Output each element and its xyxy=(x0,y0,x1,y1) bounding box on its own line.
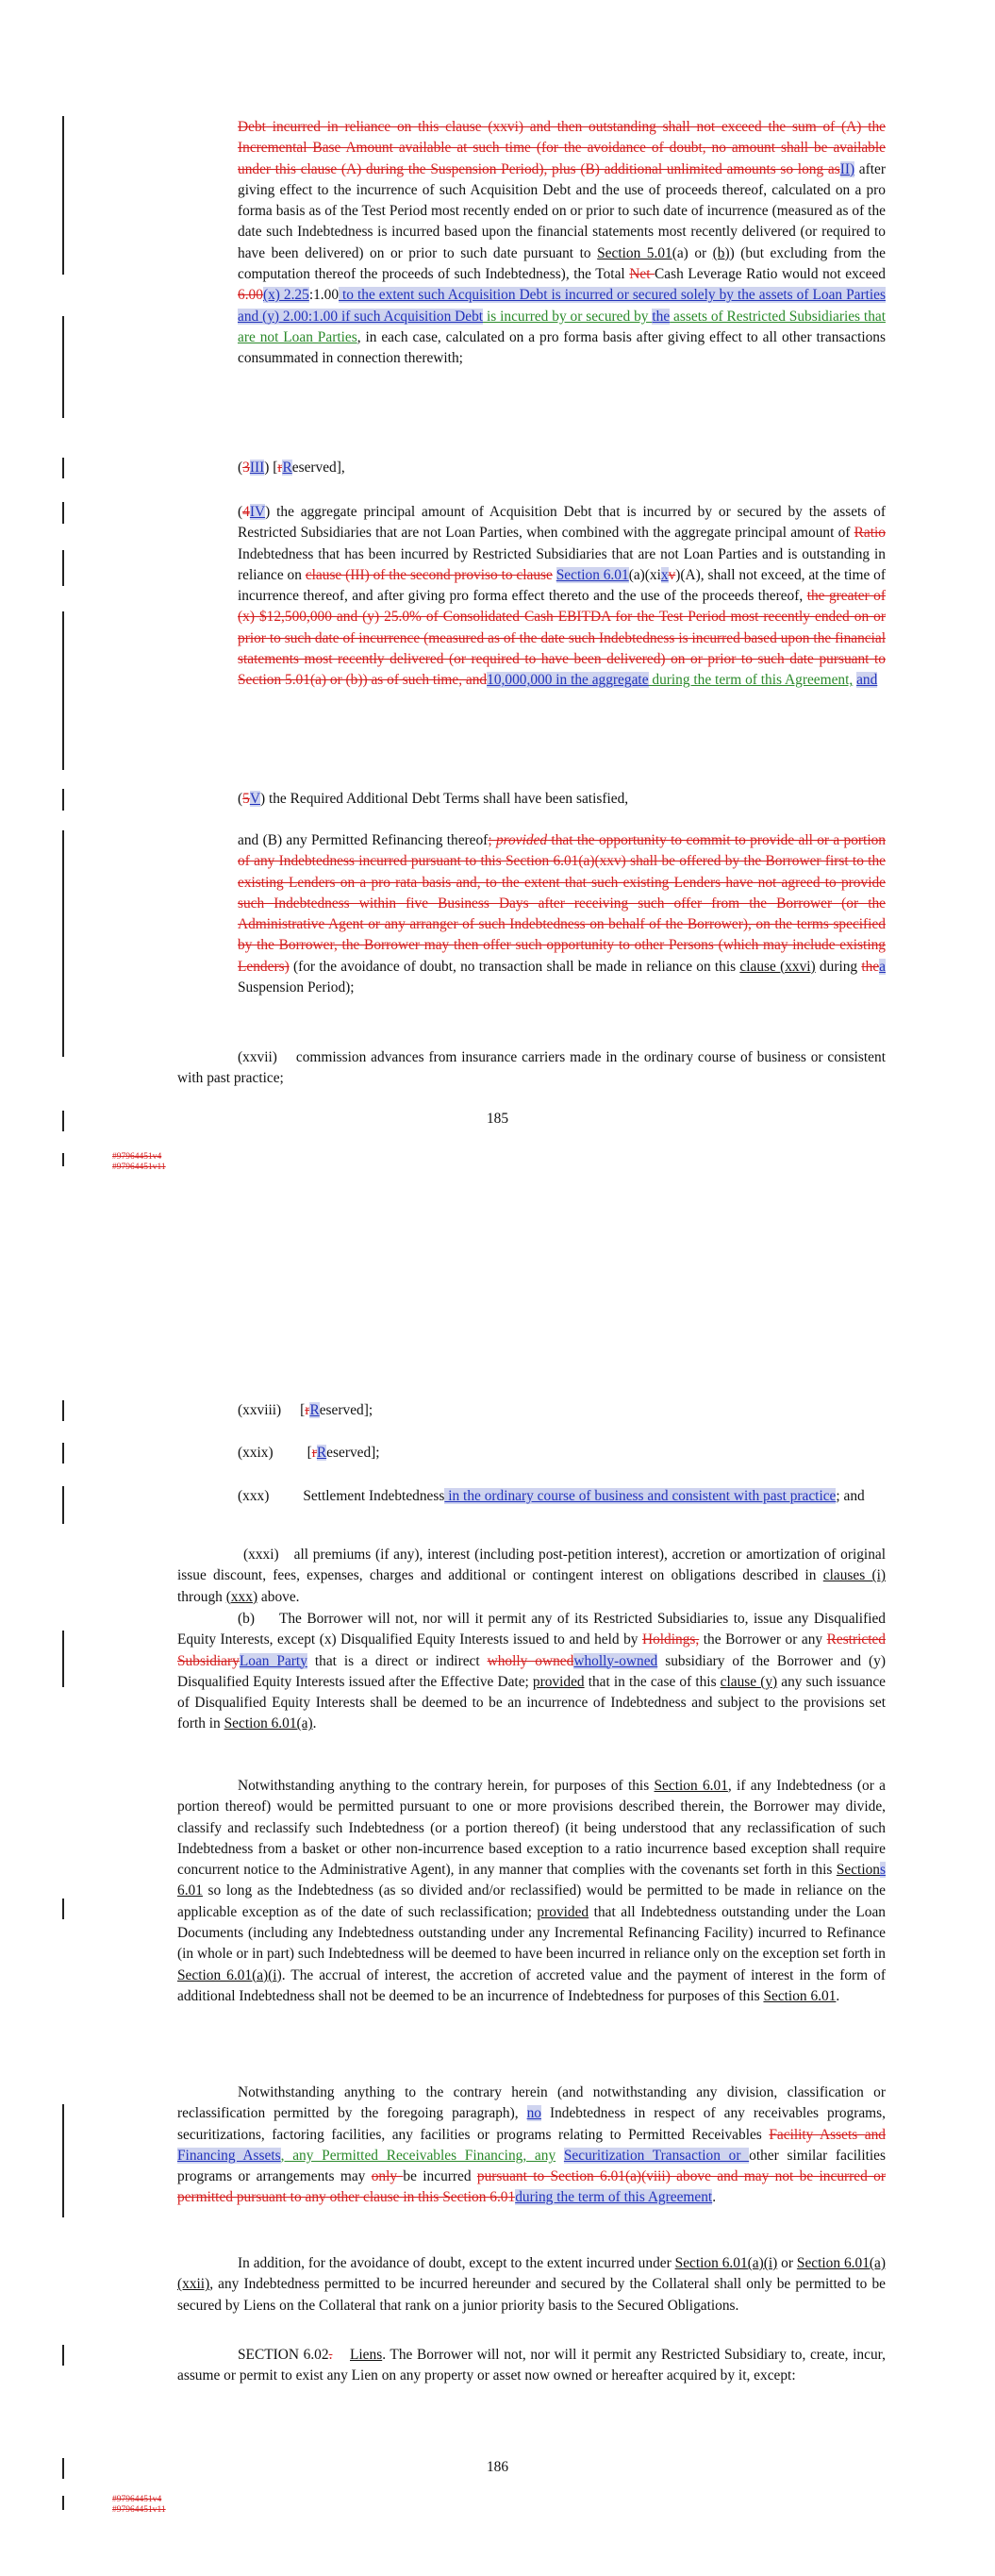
deleted-text: Ratio xyxy=(854,525,886,542)
text: ( xyxy=(238,504,243,520)
text: Settlement Indebtedness xyxy=(303,1488,445,1504)
text: Notwithstanding anything to the contrary herein (and notwithstanding any division, classification or reclassification permitted by the foregoing paragraph), xyxy=(177,2084,886,2122)
moved-text: , any Permitted Receivables Financing, any xyxy=(280,2147,556,2164)
section-6-02-liens xyxy=(177,2345,886,2387)
inserted-text: in the ordinary course of business and consistent with past practice xyxy=(444,1488,837,1504)
inserted-text: V xyxy=(249,791,260,807)
text: (a) or xyxy=(672,244,713,261)
text: ; and xyxy=(836,1488,865,1504)
document-id: #97964451v4 xyxy=(112,2495,162,2504)
clause-xxx xyxy=(177,1486,886,1507)
section-reference: Section 6.01(a)(i) xyxy=(674,2255,778,2271)
clause-xxvii xyxy=(177,1047,886,1090)
inserted-text: Loan Party xyxy=(239,1652,307,1669)
deleted-text: wholly owned xyxy=(487,1652,574,1669)
deleted-text: Restricted Subsidiary xyxy=(177,1631,886,1669)
deleted-text: only xyxy=(371,2168,404,2185)
in-addition-paragraph xyxy=(177,2253,886,2317)
section-reference: Section 6.01(a)(xxii) xyxy=(177,2255,886,2293)
change-bar xyxy=(62,316,64,418)
inserted-text: R xyxy=(282,460,292,476)
deleted-text: the greater of (x) $12,500,000 and (y) 25.0% of Consolidated Cash EBITDA for the Test Period most recently ended on or prior to such date of incurrence (measured as of the date such Indebtedness is incurred based upon the financial statements most recently delivered (or required to have been delivered) on or prior to such date pursuant to Section 5.01(a) or (b)) as of such time, and xyxy=(238,588,886,689)
section-reference: Section 6.01(a) xyxy=(224,1715,313,1732)
deleted-text: pursuant to Section 6.01(a)(viii) above and may not be incurred or permitted pursuant to any other clause in this Section 6.01 xyxy=(177,2168,886,2206)
clause-number: (xxvii) xyxy=(238,1049,277,1065)
page-185 xyxy=(0,0,995,1255)
text: after giving effect to the incurrence of such Acquisition Debt and the use of proceeds thereof, calculated on a pro forma basis as of the Test Period most recently ended on or prior to such date of incurrence (measured as of the date such Indebtedness is incurred based upon the financial statements most recently delivered (or required to have been delivered) on or prior to such date pursuant to xyxy=(238,160,886,261)
moved-text: assets of Restricted Subsidiaries that are not Loan Parties xyxy=(238,308,886,345)
deleted-text: provided xyxy=(495,832,548,848)
deleted-text: v xyxy=(668,566,676,583)
text: subsidiary of the Borrower and (y) Disqualified Equity Interests issued after the Effective Date; xyxy=(177,1652,886,1690)
text: any such issuance of Disqualified Equity Interests shall be deemed to be an incurrence of Indebtedness and subject to the provisions set forth in xyxy=(177,1673,887,1732)
text: . The Borrower will not, nor will it permit any Restricted Subsidiary to, create, incur, assume or permit to exist any Lien on any property or asset now owned or hereafter acquired by it, except: xyxy=(177,2347,887,2384)
text: Suspension Period); xyxy=(238,979,355,996)
inserted-text: wholly-owned xyxy=(573,1652,658,1669)
inserted-text: Securitization Transaction or xyxy=(563,2147,750,2164)
section-reference: Section xyxy=(836,1862,880,1879)
text: or xyxy=(777,2255,797,2271)
deleted-text: r xyxy=(305,1402,310,1418)
text: , any Indebtedness permitted to be incurred hereunder and secured by the Collateral shall only be permitted to be secured by Liens on the Collateral that rank on a junior priority basis to the Secured Obligations. xyxy=(177,2276,886,2314)
text: that in the case of this xyxy=(584,1673,721,1690)
change-bar xyxy=(62,1400,64,1421)
text: eserved]; xyxy=(326,1445,380,1461)
text: . xyxy=(312,1715,317,1732)
inserted-text: the xyxy=(652,308,671,325)
deleted-text: that the opportunity to commit to provide all or a portion of any Indebtedness incurred pursuant to this Section 6.01(a)(xxv) shall be offered by the Borrower first to the existing Lenders on a pro rata basis and, to the extent that such existing Lenders have not agreed to provide such Indebtedness within five Business Days after receiving such offer from the Borrower (or the Administrative Agent or any arranger of such Indebtedness on behalf of the Borrower), on the terms specified by the Borrower, the Borrower may then offer such opportunity to other Persons (which may include existing Lenders) xyxy=(238,832,887,975)
deleted-text: clause (III) of the second proviso to clause xyxy=(305,566,553,583)
section-heading: SECTION 6.02 xyxy=(238,2347,329,2363)
text: :1.00 xyxy=(308,287,340,304)
text: Notwithstanding anything to the contrary herein, for purposes of this xyxy=(238,1778,655,1794)
inserted-text: R xyxy=(316,1445,327,1461)
text: other similar facilities programs or arrangements may xyxy=(177,2147,886,2185)
section-reference: clauses (i) xyxy=(822,1567,886,1584)
section-reference: Section 6.01 xyxy=(654,1778,728,1794)
change-bar xyxy=(62,1486,64,1524)
clause-xxix xyxy=(238,1443,886,1464)
inserted-text: no xyxy=(526,2105,541,2122)
change-bar xyxy=(62,1153,64,1166)
text: commission advances from insurance carriers made in the ordinary course of business or consistent with past practice; xyxy=(177,1049,886,1087)
section-reference: provided xyxy=(532,1673,585,1690)
inserted-text: Section 6.01 xyxy=(556,566,629,583)
text: . xyxy=(712,2189,717,2206)
text: . The accrual of interest, the accretion of accreted value and the payment of interest in the form of additional Indebtedness shall not be deemed to be an incurrence of Indebtedness for purposes of this xyxy=(177,1966,886,2004)
text: that all Indebtedness outstanding under the Loan Documents (including any Indebtedness outstanding under any Incremental Refinancing Facility) incurred to Refinance (in whole or in part) such Indebtedness will be deemed to have been incurred in reliance only on the exception set forth in xyxy=(177,1903,886,1963)
deleted-text: 3 xyxy=(242,460,250,476)
text: In addition, for the avoidance of doubt, except to the extent incurred under xyxy=(238,2255,675,2271)
inserted-text: (x) 2.25 xyxy=(262,287,309,304)
inserted-text: to the extent such Acquisition Debt is incurred or secured solely by the assets of Loan Parties and (y) 2.00:1.00 if such Acquisition Debt xyxy=(238,287,886,325)
clause-number: (b) xyxy=(238,1611,255,1627)
inserted-text: 10,000,000 in the aggregate xyxy=(487,672,649,689)
section-reference: (b) xyxy=(712,244,730,261)
notwithstanding-paragraph-1 xyxy=(177,1776,886,2007)
section-reference: Section 5.01 xyxy=(597,244,672,261)
text: above. xyxy=(257,1588,300,1605)
deleted-text: Holdings, xyxy=(641,1631,700,1648)
text: [ xyxy=(300,1402,306,1418)
clause-B-refinancing xyxy=(238,830,886,998)
text: during xyxy=(815,958,862,975)
document-id: #97964451v11 xyxy=(112,2505,166,2515)
change-bar xyxy=(62,2345,64,2366)
deleted-text: 4 xyxy=(242,504,250,520)
text xyxy=(556,2148,564,2164)
deleted-text: r xyxy=(311,1445,317,1461)
deleted-text: Debt incurred in reliance on this clause (xxvi) and then outstanding shall not exceed the sum of (A) the Incremental Base Amount available at such time (for the avoidance of doubt, no amount shall be available under this clause (A) during the Suspension Period), plus (B) additional unlimited amounts so long as xyxy=(238,119,886,177)
text: )(A), shall not exceed, at the time of incurrence thereof, and after giving pro forma effect thereto and the use of the proceeds thereof, xyxy=(238,566,886,605)
page-number: 186 xyxy=(486,2459,509,2475)
change-bar xyxy=(62,458,64,478)
text xyxy=(332,2347,350,2363)
change-bar xyxy=(62,830,64,1057)
text: The Borrower will not, nor will it permit any of its Restricted Subsidiaries to, issue any Disqualified Equity Interests, except (x) Disqualified Equity Interests issued to and held by xyxy=(177,1611,886,1648)
section-title: Liens xyxy=(350,2347,383,2363)
clause-xxvi-continuation xyxy=(238,117,886,370)
text: the Borrower or any xyxy=(699,1631,827,1648)
text: , if any Indebtedness (or a portion thereof) would be permitted pursuant to one or more provisions described therein, the Borrower may divide, classify and reclassify such Indebtedness (or a portion thereof) (it being understood that any reclassification of such Indebtedness from a basket or other non-incurrence based exception to a ratio incurrence based exception shall require concurrent notice to the Administrative Agent), in any manner that complies with the covenants set forth in this xyxy=(177,1778,886,1879)
change-bar xyxy=(62,789,64,811)
section-reference: clause (xxvi) xyxy=(739,958,816,975)
text: . xyxy=(836,1987,840,2004)
change-bar xyxy=(62,116,64,275)
text: (a)(xi xyxy=(628,566,661,583)
change-bar xyxy=(62,611,64,770)
section-reference: Section 6.01 xyxy=(763,1987,837,2004)
text: Cash Leverage Ratio would not exceed xyxy=(655,266,886,283)
clause-number: (xxxi) xyxy=(243,1547,279,1563)
text: and (B) any Permitted Refinancing thereof xyxy=(238,832,489,848)
document-id: #97964451v4 xyxy=(112,1152,162,1162)
inserted-text: s xyxy=(880,1862,886,1879)
inserted-text: IV xyxy=(249,504,266,520)
change-bar xyxy=(62,502,64,524)
text: all premiums (if any), interest (including post-petition interest), accretion or amortization of original issue discount, fees, expenses, charges and additional or contingent interest on obligations described in xyxy=(177,1547,886,1584)
clause-IV xyxy=(238,502,886,692)
section-reference: provided xyxy=(537,1903,589,1920)
inserted-text: x xyxy=(660,566,669,583)
deleted-text: 6.00 xyxy=(238,287,263,304)
text: , in each case, calculated on a pro forma basis after giving effect to all other transactions consummated in connection therewith; xyxy=(238,328,886,367)
section-reference: 6.01 xyxy=(177,1882,203,1899)
section-reference: Section 6.01(a)(i) xyxy=(177,1966,282,1983)
text: ) [ xyxy=(264,460,278,476)
text: be incurred xyxy=(403,2168,477,2185)
text: eserved], xyxy=(291,460,345,476)
clause-number: (xxx) xyxy=(238,1488,270,1504)
text: (for the avoidance of doubt, no transaction shall be made in reliance on this xyxy=(289,958,740,975)
clause-number: (xxix) xyxy=(238,1445,274,1461)
page-186 xyxy=(0,1321,995,2576)
text: that is a direct or indirect xyxy=(307,1652,488,1669)
change-bar xyxy=(62,2496,64,2510)
deleted-text: Facility Assets and xyxy=(769,2126,886,2143)
deleted-text: the xyxy=(861,958,880,975)
text: [ xyxy=(307,1445,312,1461)
clause-III xyxy=(238,458,886,478)
section-reference: clause (y) xyxy=(720,1673,778,1690)
inserted-text: Financing Assets xyxy=(177,2147,281,2164)
text: ( xyxy=(238,460,243,476)
change-bar xyxy=(62,1899,64,1919)
text: eserved]; xyxy=(319,1402,373,1418)
text: ( xyxy=(238,791,243,807)
section-reference: (xxx) xyxy=(225,1588,258,1605)
deleted-text: ; xyxy=(488,832,496,848)
notwithstanding-paragraph-2 xyxy=(177,2083,886,2209)
inserted-text: II) xyxy=(839,160,855,177)
inserted-text: III xyxy=(249,460,265,476)
inserted-text: during the term of this Agreement xyxy=(515,2189,713,2206)
moved-text: during the term of this Agreement, xyxy=(648,672,854,689)
deleted-text: r xyxy=(277,460,283,476)
text: through xyxy=(177,1588,226,1605)
text: ) the aggregate principal amount of Acquisition Debt that is incurred by or secured by the assets of Restricted Subsidiaries that are not Loan Parties, when combined with the aggregate principal amount of xyxy=(238,504,886,542)
text: Indebtedness that has been incurred by Restricted Subsidiaries that are not Loan Parties and is outstanding in reliance on xyxy=(238,545,886,583)
section-6-01-b xyxy=(177,1609,886,1735)
page-number: 185 xyxy=(486,1111,509,1127)
deleted-text: Net xyxy=(629,266,655,283)
moved-text: is incurred by or secured by xyxy=(483,308,653,325)
change-bar xyxy=(62,550,64,586)
deleted-text: 5 xyxy=(242,791,250,807)
inserted-text: a xyxy=(879,958,886,975)
text: Indebtedness in respect of any receivables programs, securitizations, factoring facilities, any facilities or programs relating to Permitted Receivables xyxy=(177,2105,886,2143)
document-id: #97964451v11 xyxy=(112,1163,166,1172)
text: ) (but excluding from the computation thereof the proceeds of such Indebtedness), the Total xyxy=(238,244,887,283)
clause-xxviii xyxy=(238,1400,886,1421)
clause-V xyxy=(238,789,886,810)
change-bar xyxy=(62,1443,64,1464)
text: ) the Required Additional Debt Terms shall have been satisfied, xyxy=(259,791,629,807)
clause-number: (xxviii) xyxy=(238,1402,282,1418)
text: so long as the Indebtedness (as so divided and/or reclassified) would be permitted to be made in reliance on the applicable exception as of the date of such reclassification; xyxy=(177,1882,886,1920)
clause-xxxi xyxy=(177,1545,886,1608)
inserted-text: R xyxy=(309,1402,320,1418)
inserted-text: and xyxy=(856,672,878,689)
deleted-text: . xyxy=(328,2347,333,2363)
change-bar xyxy=(62,2104,64,2217)
change-bar xyxy=(62,1631,64,1687)
